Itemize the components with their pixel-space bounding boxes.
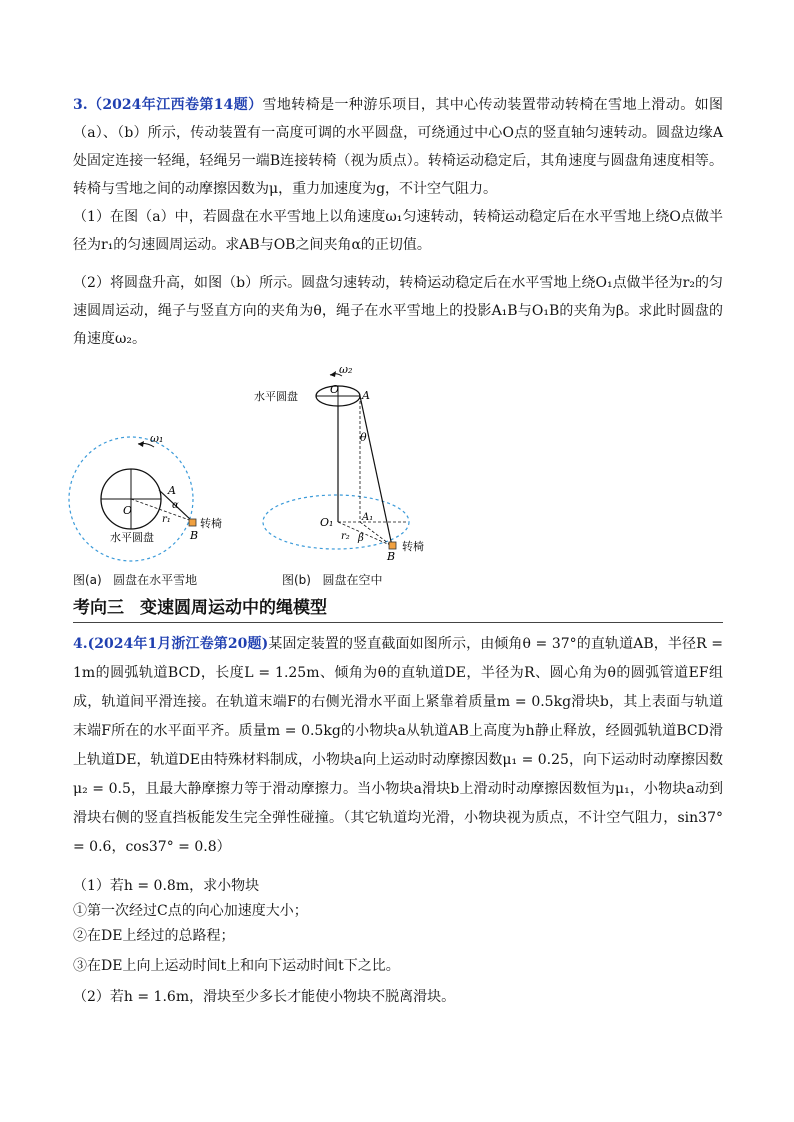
fig-a-caption-text: 圆盘在水平雪地	[113, 573, 198, 587]
fig-b-label-B: B	[387, 550, 396, 563]
section-title: 变速圆周运动中的绳模型	[140, 598, 327, 618]
figure-b	[250, 362, 430, 567]
q4-part1-b: ②在DE上经过的总路程；	[73, 928, 235, 944]
fig-b-chair-label: 转椅	[402, 540, 424, 553]
fig-b-label-O: O	[330, 383, 340, 396]
q4-part2: （2）若h = 1.6m，滑块至少多长才能使小物块不脱离滑块。	[73, 989, 456, 1005]
section-heading	[73, 596, 723, 623]
q4-stem	[73, 630, 723, 862]
fig-b-label-A1: A₁	[362, 512, 374, 523]
fig-b-label-A: A	[362, 389, 370, 402]
fig-b-label-beta: β	[358, 533, 364, 544]
fig-a-label-O: O	[123, 504, 133, 517]
fig-b-rope	[360, 396, 392, 546]
figure-a	[66, 418, 222, 578]
q3-part2: （2）将圆盘升高，如图（b）所示。圆盘匀速转动，转椅运动稳定后在水平雪地上绕O₁点做半径为r₂的匀速圆周运动，绳子与竖直方向的夹角为θ，绳子在水平雪地上的投影A₁B与O₁B的夹角为β。求此时圆盘的角速度ω₂。	[73, 275, 723, 347]
fig-a-label-B: B	[190, 529, 199, 542]
fig-b-label-r2: r₂	[341, 531, 350, 542]
q3-stem	[73, 91, 723, 203]
fig-a-omega: ω₁	[150, 432, 164, 445]
fig-a-label-A: A	[168, 484, 176, 497]
fig-a-label-alpha: α	[172, 500, 179, 511]
q4-part1: （1）若h = 0.8m，求小物块	[73, 878, 260, 894]
q4-text: 某固定装置的竖直截面如图所示，由倾角θ = 37°的直轨道AB，半径R = 1m的圆弧轨道BCD，长度L = 1.25m、倾角为θ的直轨道DE，半径为R、圆心角为θ的圆弧管道EF组成，轨道间平滑连接。在轨道末端F的右侧光滑水平面上紧靠着质量m = 0.5kg滑块b，其上表面与轨道末端F所在的水平面平齐。质量m = 0.5kg的小物块a从轨道AB上高度为h静止释放，经圆弧轨道BCD滑上轨道DE，轨道DE由特殊材料制成，小物块a向上运动时动摩擦因数μ₁ = 0.25，向下运动时动摩擦因数μ₂ = 0.5，且最大静摩擦力等于滑动摩擦力。当小物块a滑块b上滑动时动摩擦因数恒为μ₁，小物块a动到滑块右侧的竖直挡板能发生完全弹性碰撞。（其它轨道均光滑，小物块视为质点，不计空气阻力，sin37° = 0.6，cos37° = 0.8）	[73, 636, 723, 855]
fig-b-disk-label: 水平圆盘	[254, 390, 298, 403]
fig-a-caption	[73, 571, 197, 588]
fig-b-caption-text: 圆盘在空中	[322, 573, 383, 587]
q3-text: 雪地转椅是一种游乐项目，其中心传动装置带动转椅在雪地上滑动。如图（a）、（b）所示，传动装置有一高度可调的水平圆盘，可绕通过中心O点的竖直轴匀速转动。圆盘边缘A处固定连接一轻绳，轻绳另一端B连接转椅（视为质点）。转椅运动稳定后，其角速度与圆盘角速度相等。转椅与雪地之间的动摩擦因数为μ，重力加速度为g，不计空气阻力。	[73, 97, 723, 197]
fig-b-chair-square	[389, 542, 396, 549]
fig-a-disk-label: 水平圆盘	[110, 531, 154, 544]
fig-b-label-O1: O₁	[320, 516, 334, 529]
fig-a-chair-square	[189, 519, 196, 526]
q4-part1-c: ③在DE上向上运动时间t上和向下运动时间t下之比。	[73, 958, 400, 974]
fig-b-label-theta: θ	[360, 431, 367, 444]
q3-source: 3.（2024年江西卷第14题）	[73, 97, 263, 113]
q4-source: 4.(2024年1月浙江卷第20题)	[73, 636, 269, 652]
fig-b-omega: ω₂	[339, 363, 353, 376]
fig-b-caption	[282, 571, 382, 588]
fig-b-caption-tag: 图(b)	[282, 573, 311, 587]
fig-a-chair-label: 转椅	[200, 517, 222, 530]
q3-part1: （1）在图（a）中，若圆盘在水平雪地上以角速度ω₁匀速转动，转椅运动稳定后在水平雪地上绕O点做半径为r₁的匀速圆周运动。求AB与OB之间夹角α的正切值。	[73, 209, 723, 253]
fig-a-label-r: r₁	[162, 514, 171, 525]
q4-part1-a: ①第一次经过C点的向心加速度大小；	[73, 903, 308, 919]
fig-a-caption-tag: 图(a)	[73, 573, 102, 587]
section-tag: 考向三	[73, 598, 124, 618]
